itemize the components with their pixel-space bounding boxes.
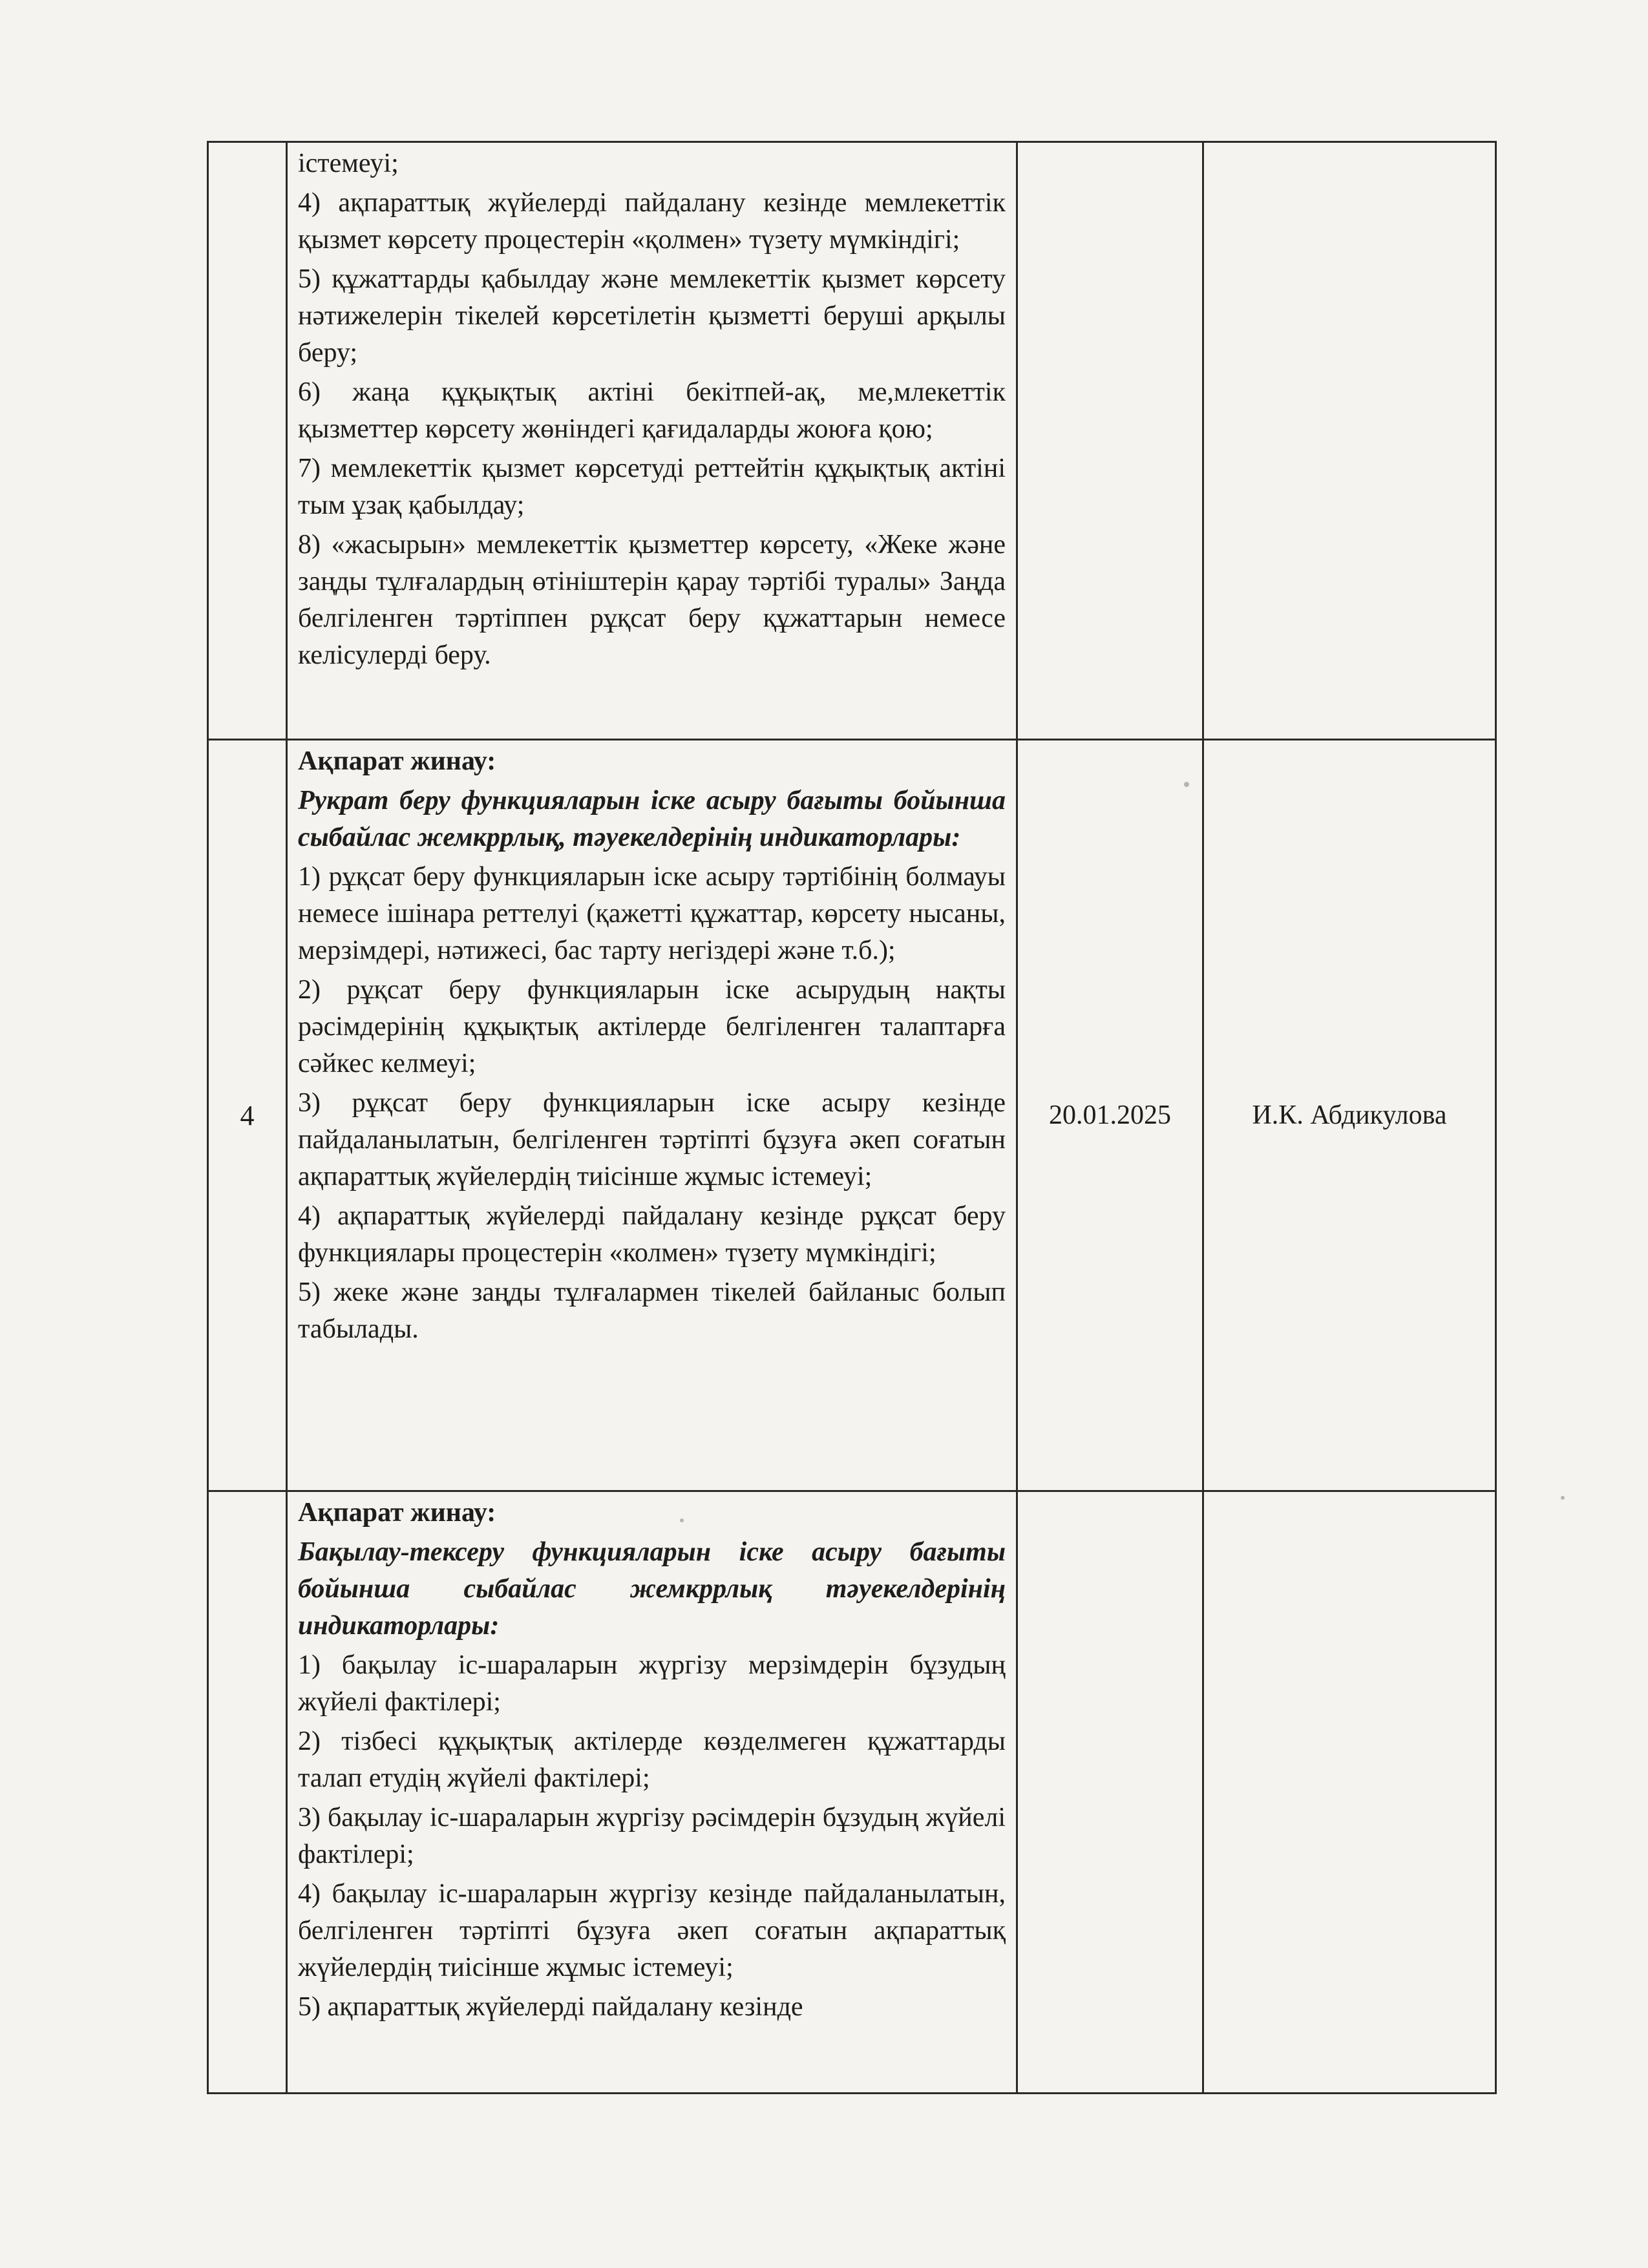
scan-speck [1184,782,1189,787]
list-item: 7) мемлекеттік қызмет көрсетуді реттейтін құқықтық актіні тым ұзақ қабылдау; [298,454,1006,520]
section-heading: Ақпарат жинау: [298,1498,496,1528]
list-item: 1) рұқсат беру функцияларын іске асыру тәртібінің болмауы немесе ішінара реттелуі (қажетті құжаттар, көрсету нысаны, мерзімдері, нәтижесі, бас тарту негіздері және т.б.); [298,862,1006,965]
list-item: 5) ақпараттық жүйелерді пайдалану кезінде [298,1992,803,2022]
list-item: 5) жеке және заңды тұлғалармен тікелей байланыс болып табылады. [298,1277,1006,1344]
responsible-cell [1203,142,1496,740]
date-cell [1017,142,1203,740]
section-subheading: Бақылау-тексеру функцияларын іске асыру бағыты бойынша сыбайлас жемкррлық тәуекелдерінің индикаторлары: [298,1537,1006,1641]
list-item: 3) бақылау іс-шараларын жүргізу рәсімдерін бұзудың жүйелі фактілері; [298,1803,1006,1869]
list-item: 5) құжаттарды қабылдау және мемлекеттік қызмет көрсету нәтижелерін тікелей көрсетілетін қызметті беруші арқылы беру; [298,264,1006,368]
list-item: 1) бақылау іс-шараларын жүргізу мерзімдерін бұзудың жүйелі фактілері; [298,1650,1006,1717]
description-cell [287,1491,1017,2094]
scan-speck [1561,1496,1565,1500]
list-item: 4) ақпараттық жүйелерді пайдалану кезінде рұқсат беру функциялары процестерін «колмен» түзету мүмкіндігі; [298,1201,1006,1268]
date-cell: 20.01.2025 [1017,740,1203,1491]
list-item: 4) ақпараттық жүйелерді пайдалану кезінде мемлекеттік қызмет көрсету процестерін «қолмен» түзету мүмкіндігі; [298,188,1006,255]
section-subheading: Рукрат беру функцияларын іске асыру бағыты бойынша сыбайлас жемкррлық, тәуекелдерінің индикаторлары: [298,786,1006,852]
table-row [208,1491,1496,2094]
description-cell [287,142,1017,740]
row-number: 4 [208,740,287,1491]
row-number [208,1491,287,2094]
list-item: 2) тізбесі құқықтық актілерде көзделмеген құжаттарды талап етудің жүйелі фактілері; [298,1727,1006,1793]
date-cell [1017,1491,1203,2094]
responsible-cell: И.К. Абдикулова [1203,740,1496,1491]
section-heading: Ақпарат жинау: [298,746,496,776]
list-item: істемеуі; [298,149,399,178]
list-item: 2) рұқсат беру функцияларын іске асырудың нақты рәсімдерінің құқықтық актілерде белгіленген талаптарға сәйкес келмеуі; [298,975,1006,1078]
document-table [207,141,1497,2094]
responsible-cell [1203,1491,1496,2094]
description-cell [287,740,1017,1491]
scan-speck [680,1518,684,1522]
row-number [208,142,287,740]
list-item: 4) бақылау іс-шараларын жүргізу кезінде пайдаланылатын, белгіленген тәртіпті бұзуға әкеп соғатын ақпараттық жүйелердің тиісінше жұмыс істемеуі; [298,1879,1006,1982]
table-row [208,740,1496,1491]
table-row [208,142,1496,740]
list-item: 3) рұқсат беру функцияларын іске асыру кезінде пайдаланылатын, белгіленген тәртіпті бұзуға әкеп соғатын ақпараттық жүйелердің тиісінше жұмыс істемеуі; [298,1088,1006,1192]
list-item: 6) жаңа құқықтық актіні бекітпей-ақ, ме,млекеттік қызметтер көрсету жөніндегі қағидаларды жоюға қою; [298,377,1006,444]
list-item: 8) «жасырын» мемлекеттік қызметтер көрсету, «Жеке және заңды тұлғалардың өтініштерін қарау тәртібі туралы» Заңда белгіленген тәртіппен рұқсат беру құжаттарын немесе келісулерді беру. [298,530,1006,670]
